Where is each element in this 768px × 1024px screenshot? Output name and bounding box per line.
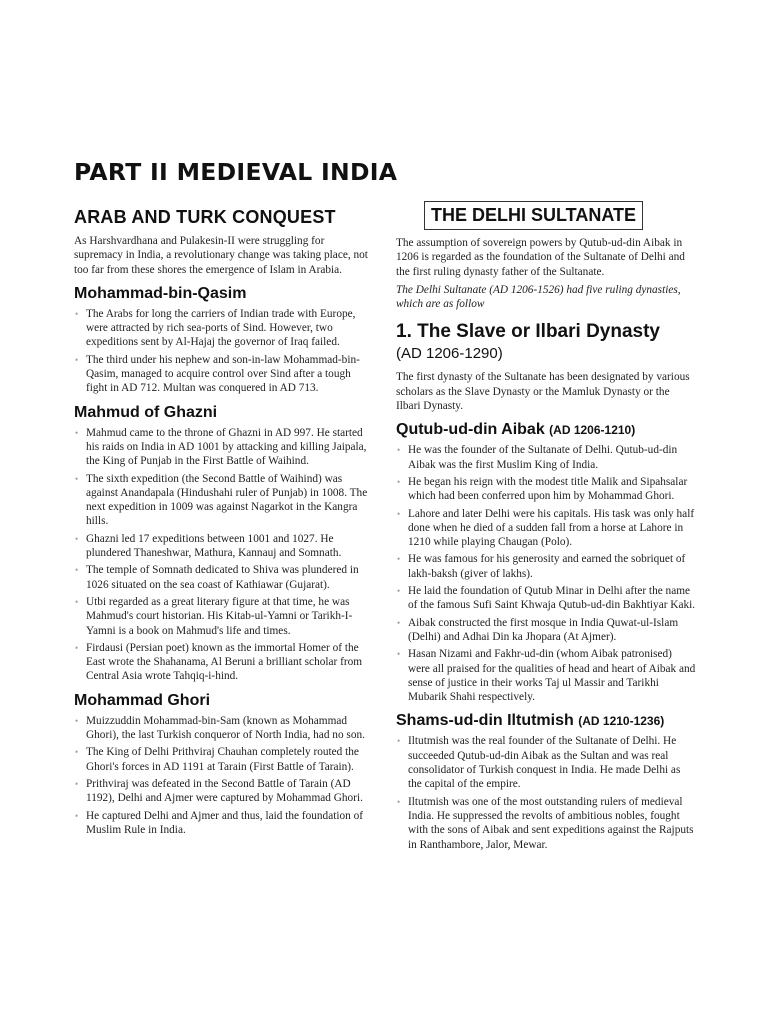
iltutmish-list	[396, 734, 696, 851]
list-item: • Aibak constructed the first mosque in India Quwat-ul-Islam (Delhi) and Adhai Din ka Jhopara (At Ajmer).	[396, 616, 696, 645]
list-item: • The Arabs for long the carriers of Indian trade with Europe, were attracted by rich sea-ports of Sind. However, two expeditions sent by Al-Hajaj the governor of Iraq failed.	[74, 307, 368, 350]
section-heading-arab-turk: ARAB AND TURK CONQUEST	[74, 207, 336, 227]
list-item: • Utbi regarded as a great literary figure at that time, he was Mahmud's court historian. His Kitab-ul-Yamni or Tarikh-I-Yamni is a book on Mahmud's life and times.	[74, 595, 368, 638]
list-item: • Firdausi (Persian poet) known as the immortal Homer of the East wrote the Shahanama, Al Beruni a brilliant scholar from Central Asia wrote Tahqiq-i-hind.	[74, 641, 368, 684]
list-item: • Iltutmish was one of the most outstanding rulers of medieval India. He suppressed the revolts of ambitious nobles, fought with the sons of Aibak and sent expeditions against the Rajputs in Ranthambore, Jalor, Mewar.	[396, 795, 696, 852]
list-item: • Mahmud came to the throne of Ghazni in AD 997. He started his raids on India in AD 1001 by attacking and killing Jaipala, the King of Punjab in the First Battle of Waihind.	[74, 426, 368, 469]
list-item: • He was the founder of the Sultanate of Delhi. Qutub-ud-din Aibak was the first Muslim King of India.	[396, 443, 696, 472]
section-heading-delhi-sultanate: THE DELHI SULTANATE	[424, 201, 643, 230]
iltutmish-period: (AD 1210-1236)	[578, 714, 665, 729]
ghazni-list	[74, 426, 368, 684]
sultanate-intro-italic: The Delhi Sultanate (AD 1206-1526) had five ruling dynasties, which are as follow	[396, 283, 681, 311]
left-column	[74, 207, 368, 840]
page-title: PART II MEDIEVAL INDIA	[74, 158, 398, 186]
sultanate-intro: The assumption of sovereign powers by Qutub-ud-din Aibak in 1206 is regarded as the foundation of the Sultanate of Delhi and the first ruling dynasty father of the Sultanate.	[396, 237, 685, 278]
intro-paragraph: As Harshvardhana and Pulakesin-II were struggling for supremacy in India, a revolutionary change was taking place, not too far from these shores the emergence of Islam in Arabia.	[74, 235, 368, 276]
qasim-list	[74, 307, 368, 396]
list-item: • Lahore and later Delhi were his capitals. His task was only half done when he died of a sudden fall from a horse at Lahore in 1210 while playing Chaugan (Polo).	[396, 507, 696, 550]
list-item: • He captured Delhi and Ajmer and thus, laid the foundation of Muslim Rule in India.	[74, 809, 368, 838]
ghori-list	[74, 714, 368, 837]
list-item: • Iltutmish was the real founder of the Sultanate of Delhi. He succeeded Qutub-ud-din Aibak as the Sultan and was real consolidator of Turkish conquest in India. He made Delhi as the capital of the empire.	[396, 734, 696, 791]
dynasty-period: (AD 1206-1290)	[396, 345, 503, 363]
list-item: • Hasan Nizami and Fakhr-ud-din (whom Aibak patronised) were all praised for the qualities of head and heart of Aibak and sense of justice in their works Taj ul Massir and Tarikhi Mubarik Shahi respectively.	[396, 647, 696, 704]
right-column	[396, 207, 696, 855]
aibak-name: Qutub-ud-din Aibak	[396, 421, 545, 439]
list-item: • Ghazni led 17 expeditions between 1001 and 1027. He plundered Thaneshwar, Mathura, Kannauj and Somnath.	[74, 532, 368, 561]
list-item: • The third under his nephew and son-in-law Mohammad-bin-Qasim, managed to acquire control over Sind after a tough fight in AD 712. Multan was conquered in AD 713.	[74, 353, 368, 396]
list-item: • Muizzuddin Mohammad-bin-Sam (known as Mohammad Ghori), the last Turkish conqueror of North India, had no son.	[74, 714, 368, 743]
list-item: • He was famous for his generosity and earned the sobriquet of lakh-baksh (giver of lakhs).	[396, 552, 696, 581]
list-item: • The King of Delhi Prithviraj Chauhan completely routed the Ghori's forces in AD 1191 at Tarain (First Battle of Tarain).	[74, 745, 368, 774]
subheading-ghori: Mohammad Ghori	[74, 691, 211, 709]
list-item: • The sixth expedition (the Second Battle of Waihind) was against Anandapala (Hindushahi ruler of Punjab) in 1008. The next expedition in 1009 was against Nagarkot in the Kangra hills.	[74, 472, 368, 529]
subheading-iltutmish	[396, 712, 696, 730]
list-item: • Prithviraj was defeated in the Second Battle of Tarain (AD 1192), Delhi and Ajmer were captured by Mohammad Ghori.	[74, 777, 368, 806]
dynasty-intro: The first dynasty of the Sultanate has been designated by various scholars as the Slave Dynasty or the Mamluk Dynasty or the Ilbari Dynasty.	[396, 371, 690, 413]
aibak-period: (AD 1206-1210)	[549, 423, 636, 438]
list-item: • He began his reign with the modest title Malik and Sipahsalar which had been conferred upon him by Mohammad Ghori.	[396, 475, 696, 504]
subheading-qasim: Mohammad-bin-Qasim	[74, 284, 247, 302]
iltutmish-name: Shams-ud-din Iltutmish	[396, 712, 574, 730]
list-item: • The temple of Somnath dedicated to Shiva was plundered in 1026 situated on the sea coast of Kathiawar (Gujarat).	[74, 563, 368, 592]
dynasty-heading: 1. The Slave or Ilbari Dynasty	[396, 321, 660, 343]
list-item: • He laid the foundation of Qutub Minar in Delhi after the name of the famous Sufi Saint Khwaja Qutub-ud-din Bakhtiyar Kaki.	[396, 584, 696, 613]
aibak-list	[396, 443, 696, 704]
subheading-ghazni: Mahmud of Ghazni	[74, 403, 218, 421]
subheading-aibak	[396, 421, 696, 439]
